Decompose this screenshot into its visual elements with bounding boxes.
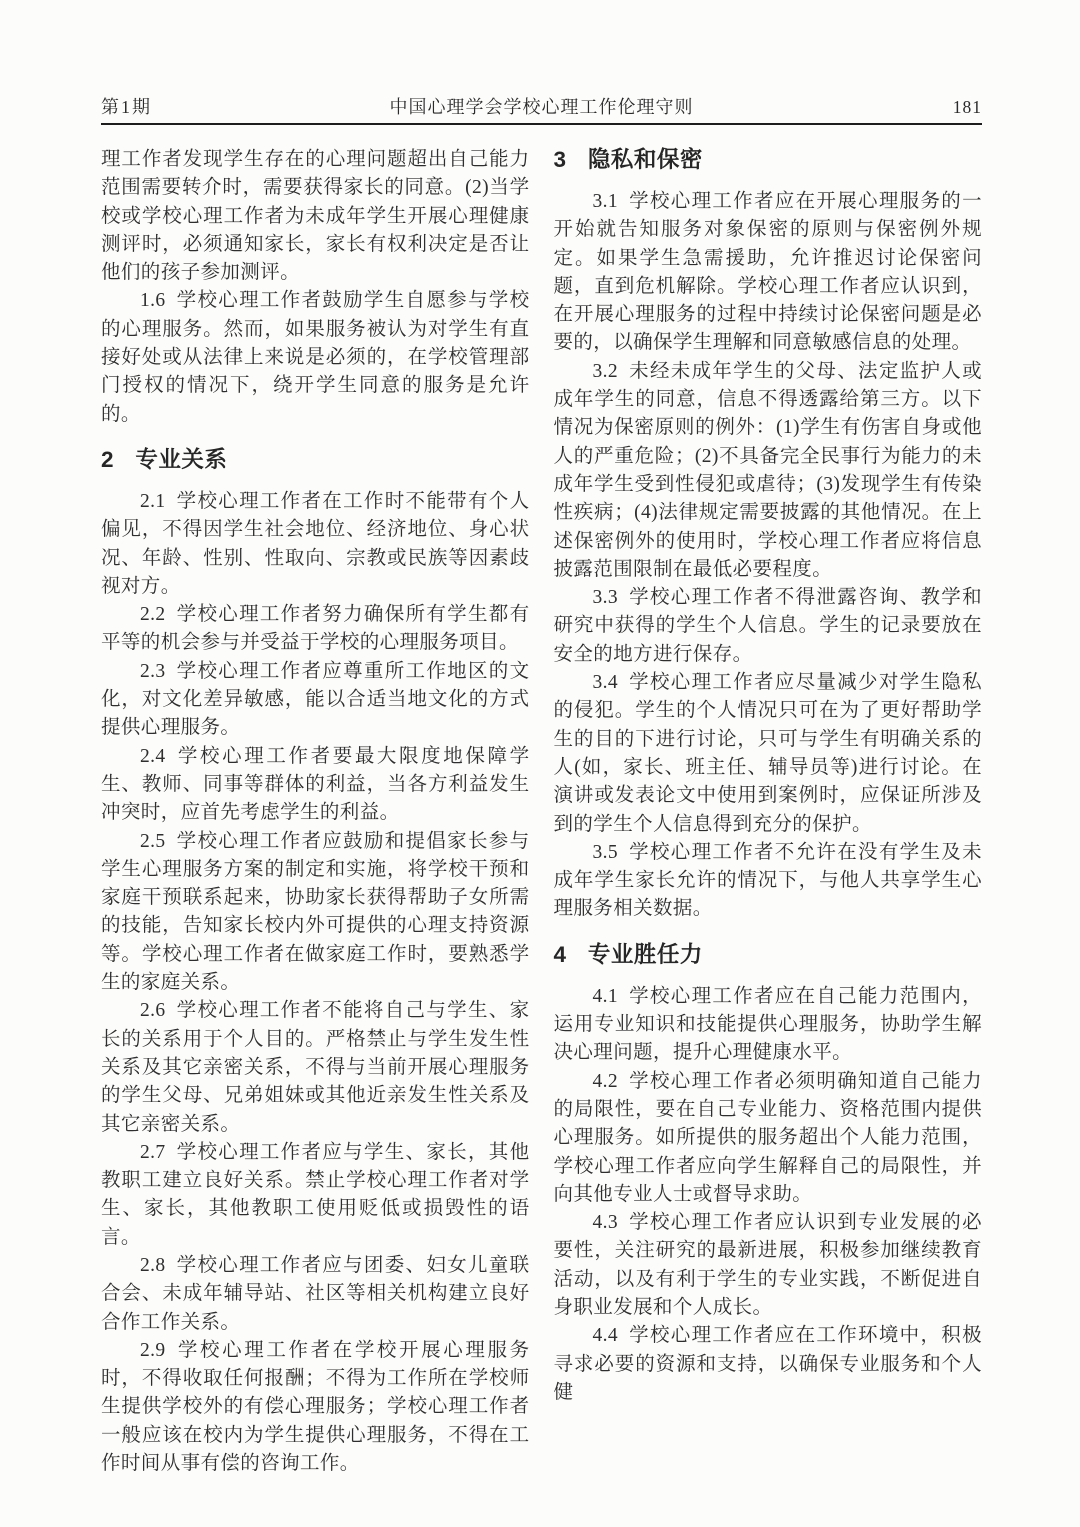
paragraph-2-5: 2.5 学校心理工作者应鼓励和提倡家长参与学生心理服务方案的制定和实施，将学校干预和家庭干预联系起来，协助家长获得帮助子女所需的技能，告知家长校内外可提供的心理支持资源等。学校心理工作者在做家庭工作时，要熟悉学生的家庭关系。 <box>101 830 530 994</box>
right-column <box>554 146 983 1478</box>
paragraph-3-1: 3.1 学校心理工作者应在开展心理服务的一开始就告知服务对象保密的原则与保密例外规定。如果学生急需援助，允许推迟讨论保密问题，直到危机解除。学校心理工作者应认识到，在开展心理服务的过程中持续讨论保密问题是必要的，以确保学生理解和同意敏感信息的处理。 <box>553 191 982 354</box>
paragraph-2-9: 2.9 学校心理工作者在学校开展心理服务时，不得收取任何报酬；不得为工作所在学校师生提供学校外的有偿心理服务；学校心理工作者一般应该在校内为学生提供心理服务，不得在工作时间从事有偿的咨询工作。 <box>101 1339 530 1475</box>
section-heading-3 <box>554 146 983 174</box>
article-body <box>101 146 982 1478</box>
section-heading-4 <box>554 941 983 969</box>
paragraph-2-1: 2.1 学校心理工作者在工作时不能带有个人偏见，不得因学生社会地位、经济地位、身心状况、年龄、性别、性取向、宗教或民族等因素歧视对方。 <box>101 490 530 597</box>
paragraph-2-4: 2.4 学校心理工作者要最大限度地保障学生、教师、同事等群体的利益，当各方利益发生冲突时，应首先考虑学生的利益。 <box>101 745 530 824</box>
paragraph-4-4: 4.4 学校心理工作者应在工作环境中，积极寻求必要的资源和支持，以确保专业服务和个人健 <box>553 1325 982 1403</box>
paragraph-2-8: 2.8 学校心理工作者应与团委、妇女儿童联合会、未成年辅导站、社区等相关机构建立良好合作工作关系。 <box>101 1254 530 1333</box>
paragraph-2-7: 2.7 学校心理工作者应与学生、家长，其他教职工建立良好关系。禁止学校心理工作者对学生、家长，其他教职工使用贬低或损毁性的语言。 <box>101 1141 530 1248</box>
paragraph-4-1: 4.1 学校心理工作者应在自己能力范围内，运用专业知识和技能提供心理服务，协助学生解决心理问题，提升心理健康水平。 <box>553 985 982 1064</box>
left-column <box>101 146 530 1478</box>
paragraph-3-2: 3.2 未经未成年学生的父母、法定监护人或成年学生的同意，信息不得透露给第三方。以下情况为保密原则的例外：(1)学生有伤害自身或他人的严重危险；(2)不具备完全民事行为能力的未成年学生受到性侵犯或虐待；(3)发现学生有传染性疾病；(4)法律规定需要披露的其他情况。在上述保密例外的使用时，学校心理工作者应将信息披露范围限制在最低必要程度。 <box>553 360 982 580</box>
section-2-number: 2 <box>101 446 115 472</box>
paragraph-3-3: 3.3 学校心理工作者不得泄露咨询、教学和研究中获得的学生个人信息。学生的记录要放在安全的地方进行保存。 <box>553 587 982 665</box>
paragraph-2-6: 2.6 学校心理工作者不能将自己与学生、家长的关系用于个人目的。严格禁止与学生发生性关系及其它亲密关系，不得与当前开展心理服务的学生父母、兄弟姐妹或其他近亲发生性关系及其它亲密关系。 <box>101 1000 530 1135</box>
paragraph-4-2: 4.2 学校心理工作者必须明确知道自己能力的局限性，要在自己专业能力、资格范围内提供心理服务。如所提供的服务超出个人能力范围，学校心理工作者应向学生解释自己的局限性，并向其他专业人士或督导求助。 <box>553 1070 982 1205</box>
paragraph-3-5: 3.5 学校心理工作者不允许在没有学生及未成年学生家长允许的情况下，与他人共享学生心理服务相关数据。 <box>553 841 982 920</box>
paragraph-2-2: 2.2 学校心理工作者努力确保所有学生都有平等的机会参与并受益于学校的心理服务项目。 <box>101 604 530 654</box>
paragraph-3-4: 3.4 学校心理工作者应尽量减少对学生隐私的侵犯。学生的个人情况只可在为了更好帮助学生的目的下进行讨论，只可与学生有明确关系的人(如，家长、班主任、辅导员等)进行讨论。在演讲或发表论文中使用到案例时，应保证所涉及到的学生个人信息得到充分的保护。 <box>553 672 982 835</box>
section-3-number: 3 <box>553 147 567 172</box>
page-number: 181 <box>952 97 982 117</box>
paragraph-4-3: 4.3 学校心理工作者应认识到专业发展的必要性，关注研究的最新进展，积极参加继续教育活动，以及有利于学生的专业实践，不断促进自身职业发展和个人成长。 <box>553 1212 982 1318</box>
section-4-number: 4 <box>553 941 567 967</box>
paragraph-1-5-continuation: 理工作者发现学生存在的心理问题超出自己能力范围需要转介时，需要获得家长的同意。(2)当学校或学校心理工作者为未成年学生开展心理健康测评时，必须通知家长，家长有权利决定是否让他们的孩子参加测评。 <box>101 149 530 284</box>
header-rule <box>101 123 982 125</box>
paragraph-1-6: 1.6 学校心理工作者鼓励学生自愿参与学校的心理服务。然而，如果服务被认为对学生有直接好处或从法律上来说是必须的，在学校管理部门授权的情况下，绕开学生同意的服务是允许的。 <box>101 290 530 425</box>
running-title: 中国心理学会学校心理工作伦理守则 <box>389 97 694 117</box>
paragraph-2-3: 2.3 学校心理工作者应尊重所工作地区的文化，对文化差异敏感，能以合适当地文化的方式提供心理服务。 <box>101 660 530 739</box>
journal-issue-label: 第1期 <box>101 97 152 117</box>
page-header <box>101 96 982 118</box>
section-4-title: 专业胜任力 <box>587 941 703 967</box>
section-2-title: 专业关系 <box>135 446 228 472</box>
section-3-title: 隐私和保密 <box>587 147 703 172</box>
section-heading-2 <box>101 446 530 474</box>
